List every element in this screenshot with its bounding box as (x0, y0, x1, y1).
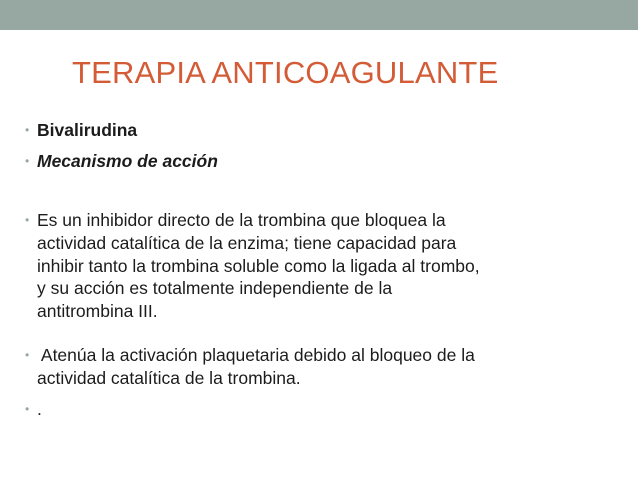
text-line: inhibir tanto la trombina soluble como la ligada al trombo, (37, 255, 480, 276)
bullet-icon: • (25, 348, 30, 362)
bullet-item-platelet (25, 344, 625, 390)
header-bar (0, 0, 638, 30)
text-line: actividad catalítica de la enzima; tiene capacidad para (37, 232, 457, 253)
paragraph-text (37, 344, 612, 390)
bullet-item-description (25, 209, 625, 323)
text-line: y su acción es totalmente independiente de la (37, 278, 393, 299)
bullet-label: . (37, 399, 42, 419)
bullet-icon: • (25, 402, 30, 416)
text-line: actividad catalítica de la trombina. (37, 367, 301, 388)
bullet-label: Bivalirudina (37, 120, 138, 140)
text-line: Atenúa la activación plaquetaria debido al bloqueo de la (37, 345, 475, 365)
text-line: antitrombina III. (37, 301, 158, 322)
bullet-label: Mecanismo de acción (37, 151, 218, 171)
bullet-icon: • (25, 213, 30, 227)
bullet-icon: • (25, 123, 30, 137)
text-line: Es un inhibidor directo de la trombina que bloquea la (37, 210, 446, 230)
paragraph-text (37, 209, 612, 323)
slide-title: TERAPIA ANTICOAGULANTE (72, 55, 499, 90)
bullet-icon: • (25, 154, 30, 168)
